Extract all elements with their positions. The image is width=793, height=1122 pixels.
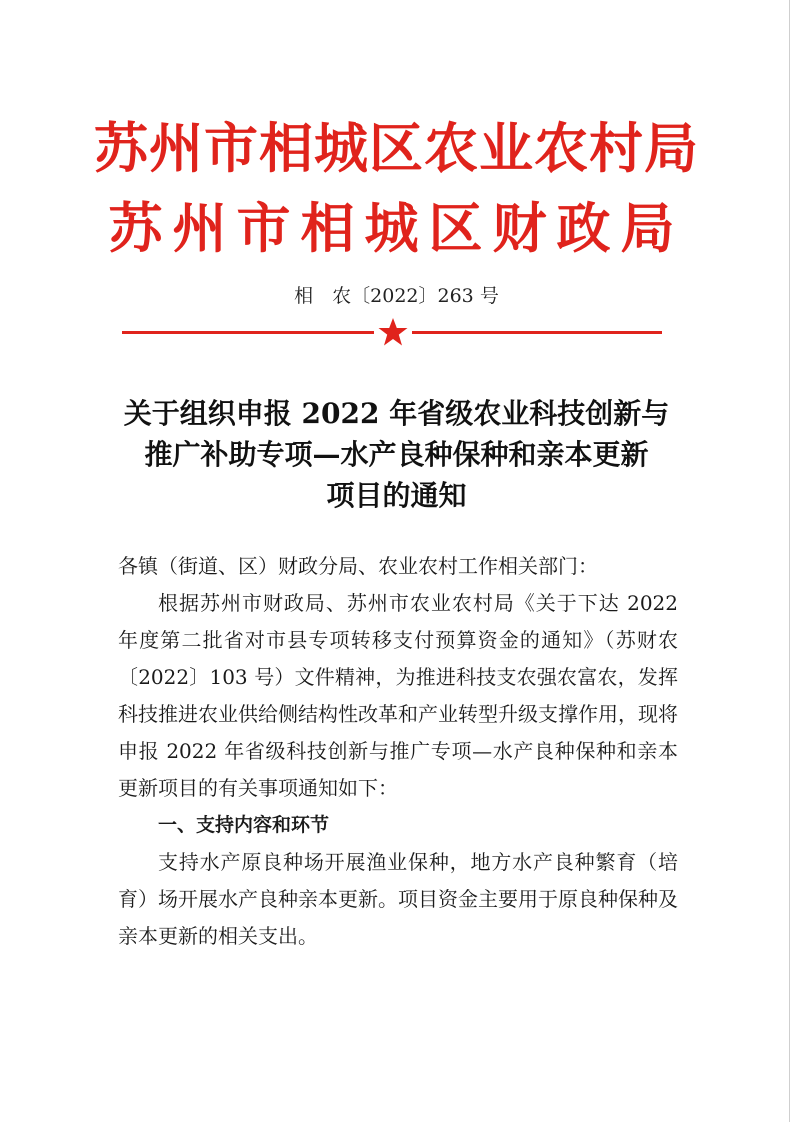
notice-title-line-3: 项目的通知 — [326, 479, 467, 512]
notice-title — [0, 393, 793, 516]
issuing-agency-1: 苏州市相城区农业农村局 — [94, 117, 699, 180]
notice-title-line-1: 关于组织申报 2022 年省级农业科技创新与 — [123, 397, 670, 430]
star-icon — [377, 317, 409, 347]
section-heading-1: 一、支持内容和环节 — [158, 814, 330, 836]
notice-title-line-2: 推广补助专项—水产良种保种和亲本更新 — [144, 438, 649, 471]
notice-body — [118, 548, 678, 955]
paragraph-basis: 根据苏州市财政局、苏州市农业农村局《关于下达 2022 年度第二批省对市县专项转移支付预算资金的通知》（苏财农〔2022〕103 号）文件精神，为推进科技支农强农富农，发挥科技推进农业供给侧结构性改革和产业转型升级支撑作用，现将申报 2022 年省级科技创新与推广专项—水产良种保种和亲本更新项目的有关事项通知如下： — [118, 591, 678, 800]
red-divider-right — [412, 331, 662, 334]
issuing-agency-2: 苏州市相城区财政局 — [108, 197, 685, 260]
salutation: 各镇（街道、区）财政分局、农业农村工作相关部门： — [118, 554, 598, 578]
red-divider-left — [122, 331, 374, 334]
document-number: 相 农〔2022〕263 号 — [294, 285, 499, 307]
section-paragraph-1: 支持水产原良种场开展渔业保种，地方水产良种繁育（培育）场开展水产良种亲本更新。项目资金主要用于原良种保种及亲本更新的相关支出。 — [118, 850, 678, 948]
